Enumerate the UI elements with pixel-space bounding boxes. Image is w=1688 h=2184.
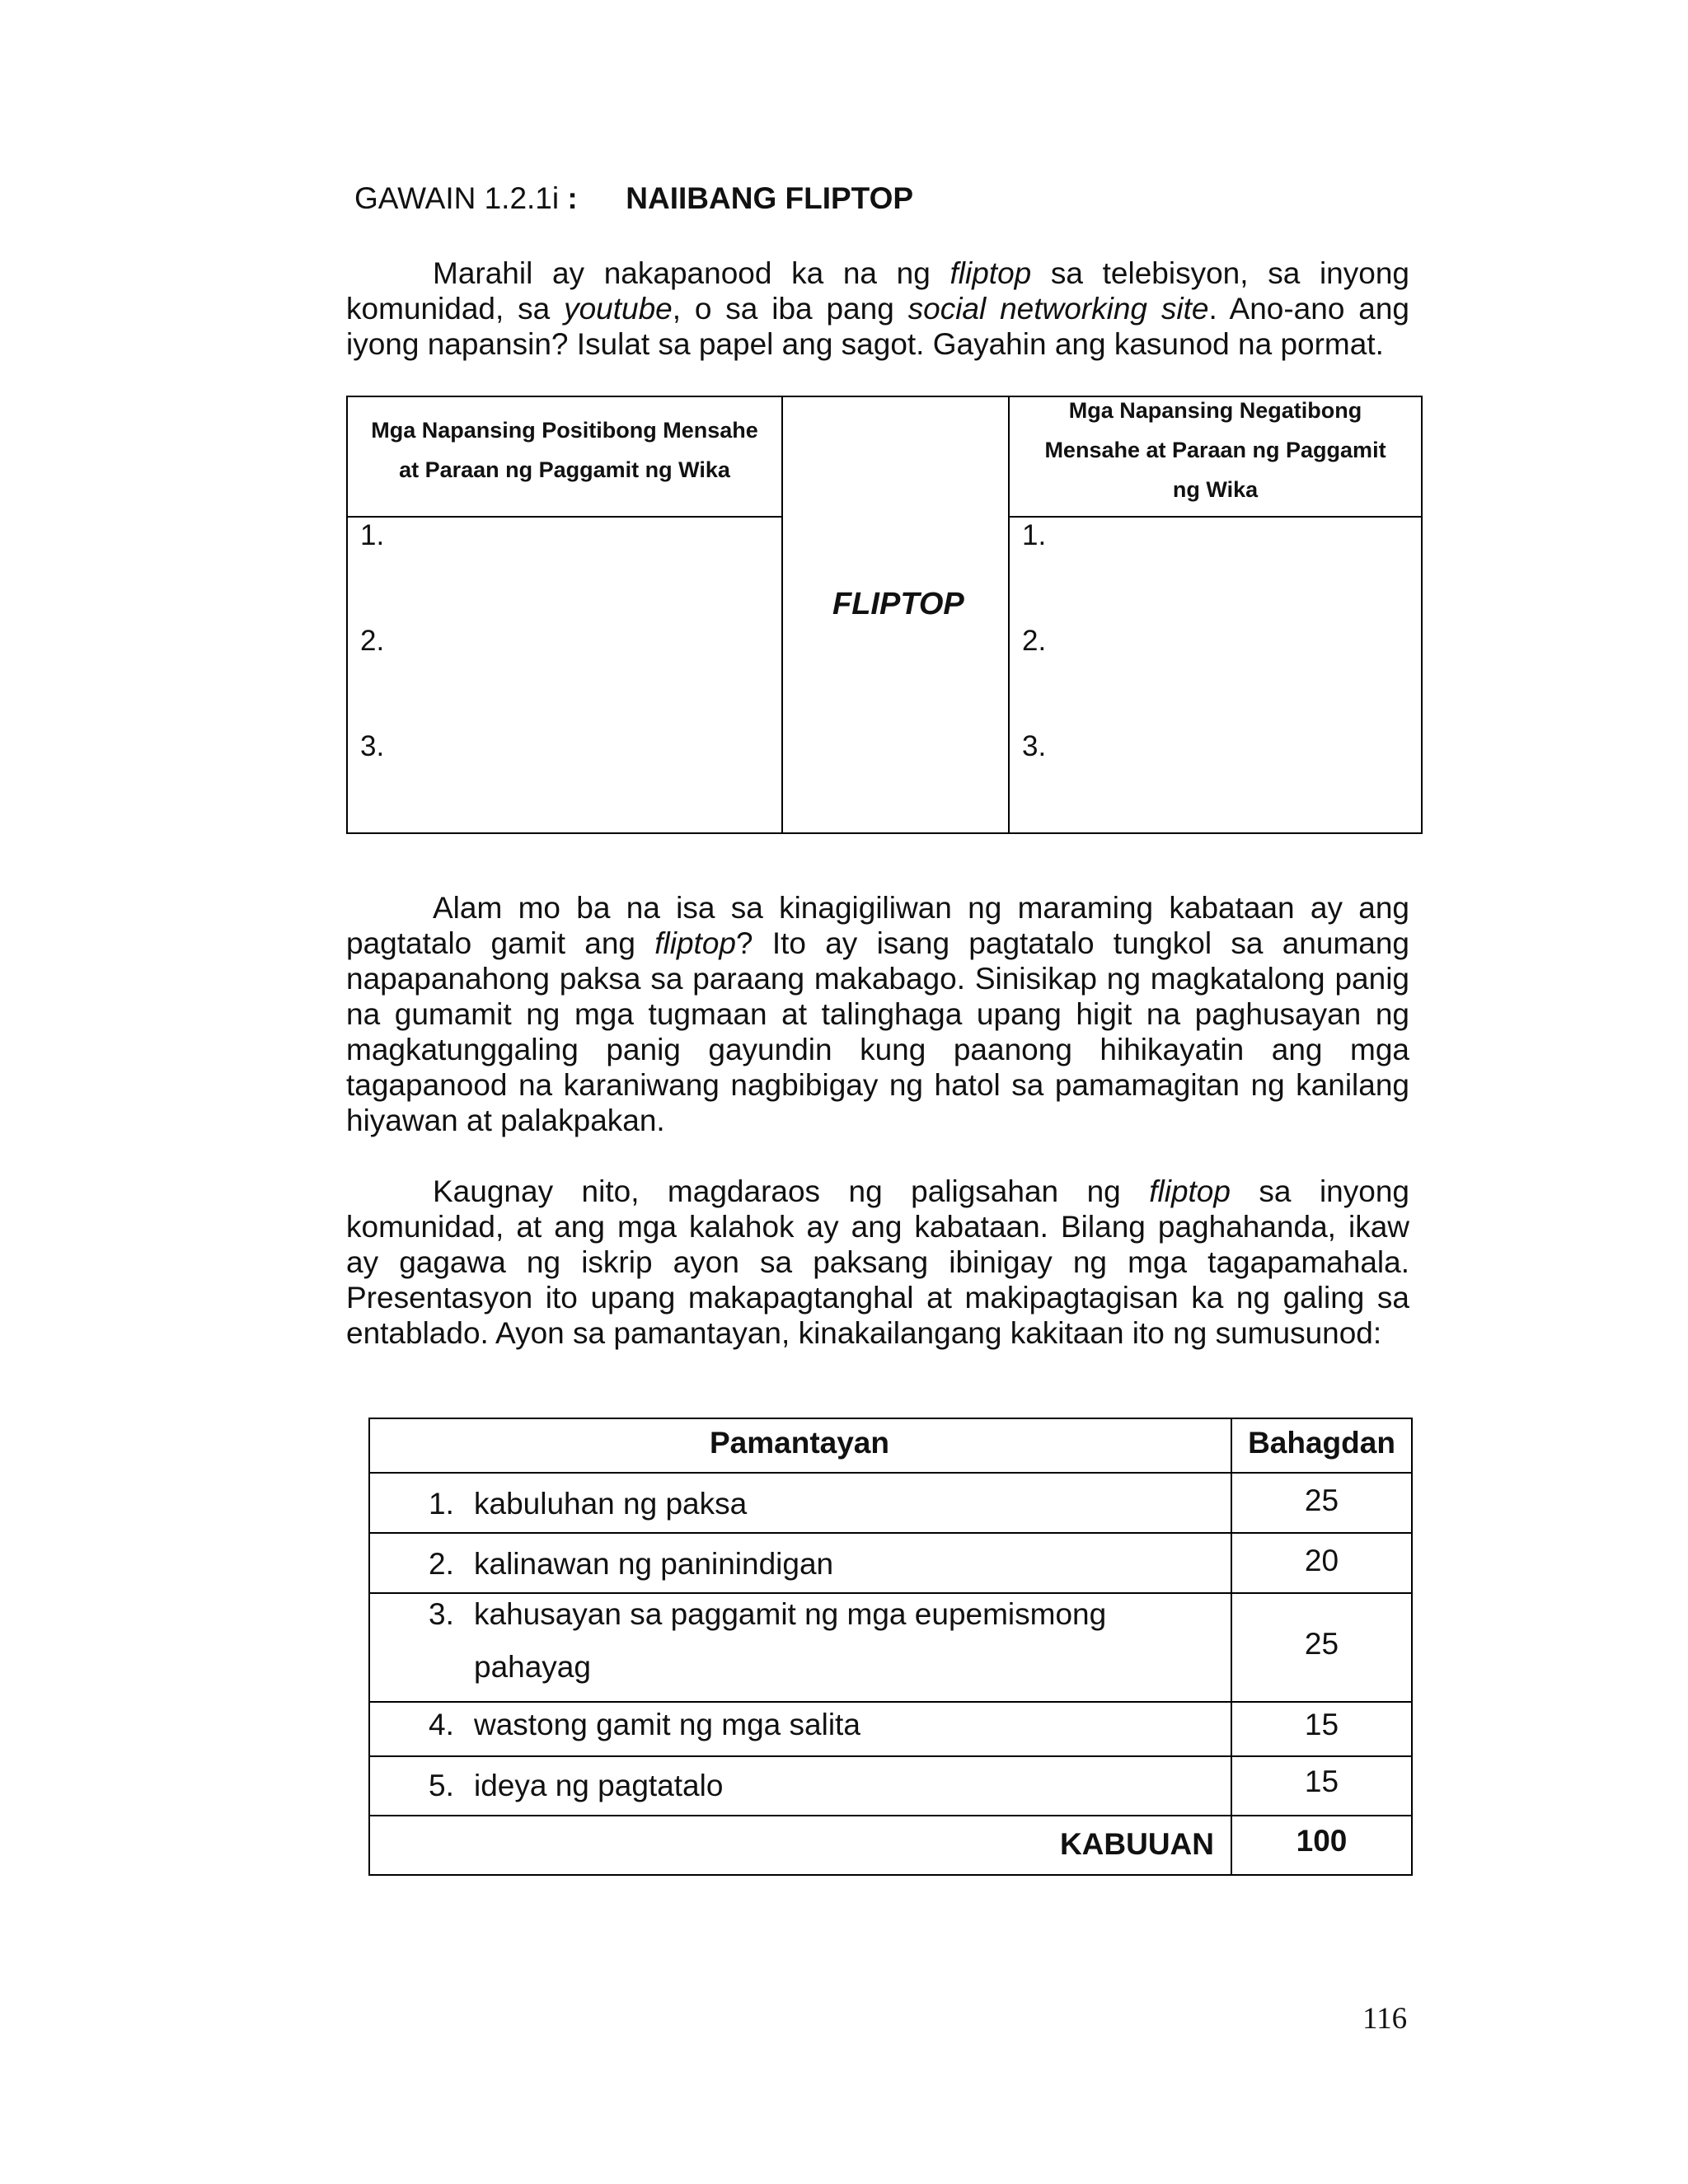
- table2-rule-5: [368, 1755, 1413, 1757]
- table1-right-header-rule: [1008, 516, 1423, 518]
- criteria-row-3-text: kahusayan sa paggamit ng mga eupemismong: [474, 1597, 1107, 1631]
- total-value: 100: [1296, 1824, 1348, 1858]
- para2-line-5: magkatunggaling panig gayundin kung paanong hihikayatin ang mga: [346, 1033, 1409, 1066]
- criteria-row-1-value: 25: [1304, 1483, 1339, 1517]
- table1-border-right: [1421, 396, 1423, 834]
- criteria-row-1-num: 1.: [429, 1487, 454, 1521]
- intro-line-3: iyong napansin? Isulat sa papel ang sagot. Gayahin ang kasunod na pormat.: [346, 327, 1384, 361]
- intro-paragraph: [346, 255, 1409, 362]
- percent-header: Bahagdan: [1248, 1426, 1395, 1460]
- positive-item-1: 1.: [360, 519, 385, 551]
- para2-line-2: pagtatalo gamit ang fliptop? Ito ay isang pagtatalo tungkol sa anumang: [346, 926, 1409, 960]
- heading-colon: :: [567, 181, 578, 215]
- table2-rule-6: [368, 1815, 1413, 1816]
- para2-line-4: na gumamit ng mga tugmaan at talinghaga upang higit na paghusayan ng: [346, 997, 1409, 1031]
- para3-line-2: komunidad, at ang mga kalahok ay ang kabataan. Bilang paghahanda, ikaw: [346, 1210, 1409, 1244]
- para3-line-4: Presentasyon ito upang makapagtanghal at makipagtagisan ka ng galing sa: [346, 1281, 1409, 1315]
- criteria-row-3-num: 3.: [429, 1597, 454, 1631]
- criteria-header: Pamantayan: [710, 1426, 889, 1460]
- positive-header: Mga Napansing Positibong Mensahe at Paraan ng Paggamit ng Wika: [371, 418, 758, 482]
- criteria-row-4-text: wastong gamit ng mga salita: [474, 1708, 860, 1741]
- criteria-row-4-num: 4.: [429, 1708, 454, 1741]
- criteria-row-5-text: ideya ng pagtatalo: [474, 1769, 724, 1802]
- para2-line-1: Alam mo ba na isa sa kinagigiliwan ng maraming kabataan ay ang: [433, 891, 1409, 925]
- table2-border-top: [368, 1418, 1413, 1419]
- observation-table: [346, 396, 1423, 834]
- table2-rule-3: [368, 1592, 1413, 1594]
- negative-item-1: 1.: [1022, 519, 1047, 551]
- criteria-row-2-text: kalinawan ng paninindigan: [474, 1547, 834, 1581]
- criteria-row-2-value: 20: [1304, 1544, 1339, 1577]
- intro-line-1: Marahil ay nakapanood ka na ng fliptop sa telebisyon, sa inyong: [433, 256, 1409, 290]
- negative-header: Mga Napansing Negatibong Mensahe at Paraan ng Paggamit ng Wika: [1044, 398, 1386, 502]
- criteria-row-4-value: 15: [1304, 1708, 1339, 1741]
- table1-border-bottom: [346, 832, 1423, 834]
- table1-divider-1: [781, 396, 783, 834]
- criteria-row-5-value: 15: [1304, 1765, 1339, 1798]
- intro-line-2: komunidad, sa youtube, o sa iba pang social networking site. Ano-ano ang: [346, 292, 1409, 326]
- table1-left-header-rule: [346, 516, 783, 518]
- positive-item-2: 2.: [360, 625, 385, 657]
- contest-paragraph: [346, 1174, 1409, 1351]
- table2-border-left: [368, 1418, 370, 1876]
- fliptop-label: FLIPTOP: [832, 587, 964, 621]
- activity-label: GAWAIN 1.2.1i: [354, 181, 560, 215]
- para3-line-5: entablado. Ayon sa pamantayan, kinakailangang kakitaan ito ng sumusunod:: [346, 1316, 1382, 1350]
- criteria-row-2-num: 2.: [429, 1547, 454, 1581]
- criteria-row-5-num: 5.: [429, 1769, 454, 1802]
- para2-line-6: tagapanood na karaniwang nagbibigay ng hatol sa pamamagitan ng kanilang: [346, 1068, 1409, 1102]
- para3-line-3: ay gagawa ng iskrip ayon sa paksang ibinigay ng mga tagapamahala.: [346, 1245, 1409, 1279]
- table2-rule-4: [368, 1701, 1413, 1703]
- criteria-row-3-value: 25: [1304, 1627, 1339, 1661]
- criteria-table: [368, 1418, 1413, 1876]
- positive-item-3: 3.: [360, 730, 385, 762]
- criteria-row-1-text: kabuluhan ng paksa: [474, 1487, 748, 1521]
- activity-title: NAIIBANG FLIPTOP: [626, 181, 914, 215]
- negative-item-2: 2.: [1022, 625, 1047, 657]
- table2-rule-1: [368, 1472, 1413, 1474]
- para2-line-7: hiyawan at palakpakan.: [346, 1104, 665, 1137]
- para3-line-1: Kaugnay nito, magdaraos ng paligsahan ng fliptop sa inyong: [433, 1174, 1409, 1208]
- total-label: KABUUAN: [1059, 1827, 1214, 1861]
- negative-item-3: 3.: [1022, 730, 1047, 762]
- table2-border-right: [1411, 1418, 1413, 1876]
- criteria-row-3-text-cont: pahayag: [474, 1650, 591, 1684]
- table2-border-bottom: [368, 1874, 1413, 1876]
- para2-line-3: napapanahong paksa sa paraang makabago. Sinisikap ng magkatalong panig: [346, 962, 1409, 996]
- fliptop-description-paragraph: [346, 890, 1409, 1138]
- page-number: 116: [1362, 2002, 1408, 2036]
- table2-rule-2: [368, 1532, 1413, 1534]
- activity-heading: [354, 181, 913, 216]
